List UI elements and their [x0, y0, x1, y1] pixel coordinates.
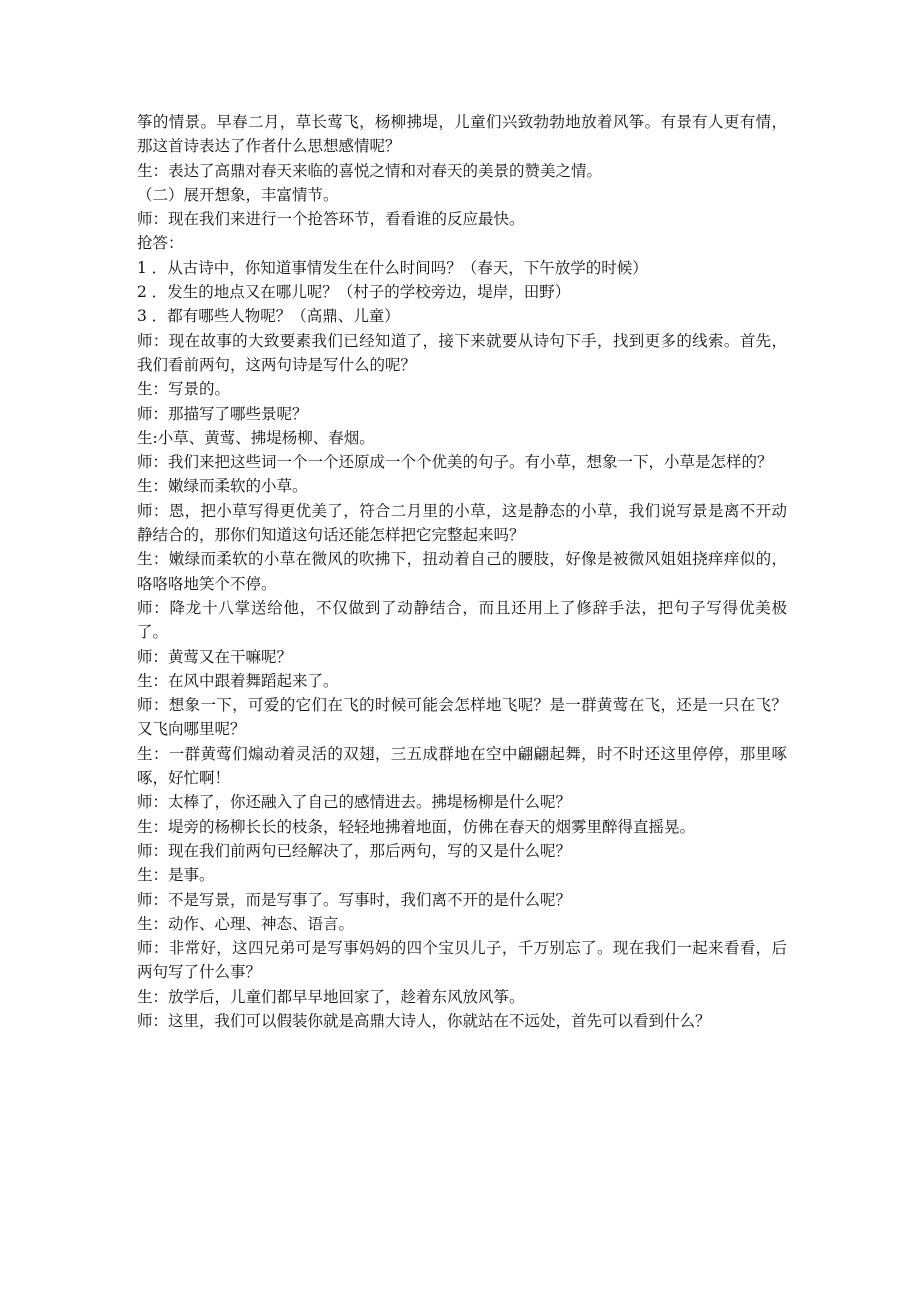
paragraph-student-grass: 生：嫩绿而柔软的小草。 — [137, 477, 308, 496]
document-page — [137, 110, 787, 1033]
quiz-item-place: 2 ．发生的地点又在哪儿呢？（村子的学校旁边，堤岸，田野） — [137, 283, 571, 302]
paragraph-teacher-grass: 师：我们来把这些词一个一个还原成一个个优美的句子。有小草，想象一下，小草是怎样的？ — [137, 453, 773, 472]
paragraph-teacher-praise: 师：降龙十八掌送给他，不仅做到了动静结合，而且还用上了修辞手法，把句子写得优美极了。 — [137, 598, 787, 642]
paragraph-teacher-imagine-poet: 师：这里，我们可以假装你就是高鼎大诗人，你就站在不远处，首先可以看到什么？ — [137, 1011, 711, 1030]
paragraph-teacher-four-brothers: 师：非常好，这四兄弟可是写事妈妈的四个宝贝儿子，千万别忘了。现在我们一起来看看，后两句写了什么事？ — [137, 939, 787, 982]
quiz-item-time: 1 ．从古诗中，你知道事情发生在什么时间吗？（春天，下午放学的时候） — [137, 258, 648, 277]
paragraph-teacher-writing-events: 师：不是写景，而是写事了。写事时，我们离不开的是什么呢？ — [137, 890, 572, 909]
quiz-item-people: 3 ．都有哪些人物呢？（高鼎、儿童） — [137, 307, 400, 326]
paragraph-teacher-quiz-intro: 师：现在我们来进行一个抢答环节，看看谁的反应最快。 — [137, 210, 525, 229]
paragraph-student-willow: 生：堤旁的杨柳长长的枝条，轻轻地拂着地面，仿佛在春天的烟雾里醉得直摇晃。 — [137, 817, 696, 836]
paragraph-teacher-which-scenery: 师：那描写了哪些景呢？ — [137, 404, 308, 423]
paragraph-student-feeling: 生：表达了高鼎对春天来临的喜悦之情和对春天的美景的赞美之情。 — [137, 161, 603, 180]
paragraph-student-oriole-fly: 生：一群黄莺们煽动着灵活的双翅，三五成群地在空中翩翩起舞，时不时还这里停停，那里啄啄，好忙啊！ — [137, 744, 787, 788]
paragraph-kite-scene: 筝的情景。早春二月，草长莺飞，杨柳拂堤，儿童们兴致勃勃地放着风筝。有景有人更有情，那这首诗表达了作者什么思想感情呢？ — [137, 113, 787, 156]
paragraph-teacher-willow: 师：太棒了，你还融入了自己的感情进去。拂堤杨柳是什么呢？ — [137, 793, 572, 812]
quiz-label: 抢答： — [137, 234, 184, 253]
paragraph-teacher-last-lines: 师：现在我们前两句已经解决了，那后两句，写的又是什么呢？ — [137, 841, 572, 860]
paragraph-teacher-oriole: 师：黄莺又在干嘛呢？ — [137, 647, 293, 666]
paragraph-teacher-oriole-fly: 师：想象一下，可爱的它们在飞的时候可能会怎样地飞呢？是一群黄莺在飞，还是一只在飞？又飞向哪里呢？ — [137, 696, 787, 739]
paragraph-teacher-clues: 师：现在故事的大致要素我们已经知道了，接下来就要从诗句下手，找到更多的线索。首先，我们看前两句，这两句诗是写什么的呢？ — [137, 331, 787, 374]
section-heading-imagination: （二）展开想象，丰富情节。 — [137, 185, 339, 204]
paragraph-student-oriole: 生：在风中跟着舞蹈起来了。 — [137, 671, 339, 690]
paragraph-student-grass-dynamic: 生：嫩绿而柔软的小草在微风的吹拂下，扭动着自己的腰肢，好像是被微风姐姐挠痒痒似的，咯咯咯地笑个不停。 — [137, 550, 787, 593]
paragraph-student-scenery: 生：写景的。 — [137, 380, 231, 399]
paragraph-student-after-school: 生：放学后，儿童们都早早地回家了，趁着东风放风筝。 — [137, 987, 525, 1006]
paragraph-student-scenery-list: 生:小草、黄莺、拂堤杨柳、春烟。 — [137, 428, 375, 447]
paragraph-student-elements: 生：动作、心理、神态、语言。 — [137, 914, 355, 933]
paragraph-student-event: 生：是事。 — [137, 866, 215, 885]
paragraph-teacher-dynamic: 师：恩，把小草写得更优美了，符合二月里的小草，这是静态的小草，我们说写景是离不开动静结合的，那你们知道这句话还能怎样把它完整起来吗？ — [137, 501, 787, 545]
